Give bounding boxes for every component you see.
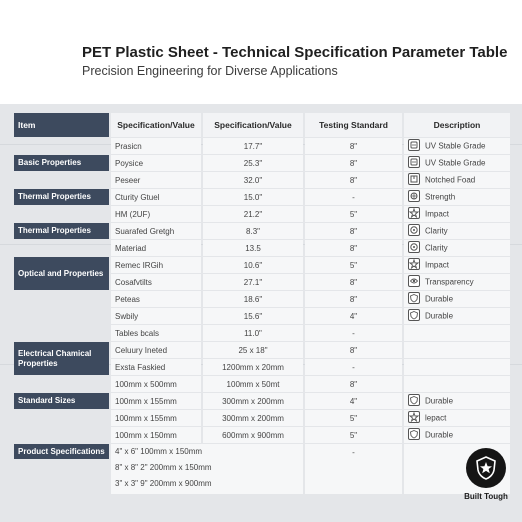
column-header: Specification/Value (203, 113, 303, 137)
description-cell (404, 359, 510, 375)
category-label: Basic Properties (14, 155, 109, 171)
value-cell: 21.2" (203, 206, 303, 222)
table-row (14, 410, 510, 426)
value-cell: 15.0" (203, 189, 303, 205)
built-tough-badge (458, 448, 514, 501)
spec-table (12, 112, 512, 495)
table-row (14, 427, 510, 443)
description-text: Clarity (425, 226, 448, 236)
product-line: 4" x 6" 100mm x 150mm (115, 447, 203, 456)
standard-cell: - (305, 359, 402, 375)
category-label: Optical and Properties (14, 257, 109, 290)
category-cell (14, 189, 109, 205)
value-cell: 15.6" (203, 308, 303, 324)
description-cell (404, 427, 510, 443)
table-row (14, 223, 510, 239)
category-label: Electrical Chamical Properties (14, 342, 109, 375)
value-cell: 300mm x 200mm (203, 393, 303, 409)
built-tough-label: Built Tough (464, 492, 508, 501)
table-row (14, 172, 510, 188)
description-cell (404, 376, 510, 392)
table-row (14, 189, 510, 205)
table-row (14, 291, 510, 307)
table-row (14, 393, 510, 409)
standard-cell: 8" (305, 172, 402, 188)
category-label: Product Specifications (14, 444, 109, 459)
durable-icon (408, 292, 420, 304)
spec-cell: Peteas (111, 291, 201, 307)
description-cell (404, 308, 510, 324)
description-text: Strength (425, 192, 456, 202)
description-cell (404, 410, 510, 426)
description-text: Transparency (425, 277, 474, 287)
strength-icon (408, 190, 420, 202)
column-header: Testing Standard (305, 113, 402, 137)
standard-cell: - (305, 444, 402, 494)
spec-cell: Suarafed Gretgh (111, 223, 201, 239)
description-cell (404, 393, 510, 409)
description-text: Durable (425, 294, 454, 304)
table-row (14, 138, 510, 154)
value-cell: 27.1" (203, 274, 303, 290)
empty-category-cell (14, 138, 109, 154)
durable-icon (408, 309, 420, 321)
standard-cell: - (305, 189, 402, 205)
page-subtitle: Precision Engineering for Diverse Applications (82, 64, 338, 78)
spec-cell: Cturity Gtuel (111, 189, 201, 205)
description-cell (404, 206, 510, 222)
empty-category-cell (14, 325, 109, 341)
value-cell: 100mm x 50mt (203, 376, 303, 392)
spec-cell: 100mm x 500mm (111, 376, 201, 392)
empty-category-cell (14, 240, 109, 256)
description-cell (404, 325, 510, 341)
description-text: Impact (425, 209, 450, 219)
category-cell (14, 444, 109, 494)
spec-cell: 100mm x 155mm (111, 393, 201, 409)
spec-cell: Prasicn (111, 138, 201, 154)
table-row (14, 308, 510, 324)
spec-cell: Celuury Ineted (111, 342, 201, 358)
standard-cell: 5" (305, 206, 402, 222)
empty-category-cell (14, 291, 109, 307)
description-cell (404, 138, 510, 154)
column-header: Specification/Value (111, 113, 201, 137)
clarity-icon (408, 241, 420, 253)
page-title: PET Plastic Sheet - Technical Specification Parameter Table (82, 44, 508, 61)
standard-cell: 8" (305, 291, 402, 307)
empty-category-cell (14, 410, 109, 426)
description-cell (404, 223, 510, 239)
spec-cell: 100mm x 150mm (111, 427, 201, 443)
description-cell (404, 291, 510, 307)
value-cell: 25 x 18" (203, 342, 303, 358)
spec-cell: HM (2UF) (111, 206, 201, 222)
uv-icon (408, 139, 420, 151)
value-cell: 32.0" (203, 172, 303, 188)
description-text: Durable (425, 396, 454, 406)
uv-icon (408, 156, 420, 168)
description-cell (404, 172, 510, 188)
spec-cell: Poysice (111, 155, 201, 171)
category-label: Standard Sizes (14, 393, 109, 409)
spec-cell: Cosafvtilts (111, 274, 201, 290)
standard-cell: 5" (305, 257, 402, 273)
table-row (14, 206, 510, 222)
product-spec-row (14, 444, 510, 494)
value-cell: 25.3" (203, 155, 303, 171)
empty-category-cell (14, 427, 109, 443)
standard-cell: 5" (305, 427, 402, 443)
value-cell: 8.3" (203, 223, 303, 239)
description-cell (404, 274, 510, 290)
category-cell (14, 155, 109, 171)
empty-category-cell (14, 206, 109, 222)
category-label: Thermal Properties (14, 189, 109, 205)
standard-cell: - (305, 325, 402, 341)
product-line: 8" x 8" 2" 200mm x 150mm (115, 463, 212, 472)
description-cell (404, 342, 510, 358)
impact-icon (408, 207, 420, 219)
transparency-icon (408, 275, 420, 287)
product-line: 3" x 3" 9" 200mm x 900mm (115, 479, 212, 488)
table-row (14, 240, 510, 256)
table-row (14, 257, 510, 273)
category-cell (14, 393, 109, 409)
description-text: Notched Foad (425, 175, 476, 185)
description-text: UV Stable Grade (425, 141, 486, 151)
empty-category-cell (14, 376, 109, 392)
spec-cell: Exsta Faskied (111, 359, 201, 375)
value-cell: 18.6" (203, 291, 303, 307)
durable-icon (408, 428, 420, 440)
value-cell: 13.5 (203, 240, 303, 256)
impact-icon (408, 411, 420, 423)
spec-cell: 100mm x 155mm (111, 410, 201, 426)
empty-category-cell (14, 172, 109, 188)
description-cell (404, 240, 510, 256)
category-cell (14, 223, 109, 239)
impact-icon (408, 258, 420, 270)
durable-icon (408, 394, 420, 406)
product-lines (111, 444, 303, 494)
spec-cell: Remec IRGih (111, 257, 201, 273)
empty-category-cell (14, 308, 109, 324)
clarity-icon (408, 224, 420, 236)
standard-cell: 8" (305, 376, 402, 392)
category-cell (14, 257, 109, 290)
value-cell: 10.6" (203, 257, 303, 273)
table-header-row (14, 113, 510, 137)
value-cell: 600mm x 900mm (203, 427, 303, 443)
description-cell (404, 155, 510, 171)
table-row (14, 342, 510, 358)
spec-cell: Peseer (111, 172, 201, 188)
value-cell: 11.0" (203, 325, 303, 341)
spec-cell: Materiad (111, 240, 201, 256)
spec-cell: Swbily (111, 308, 201, 324)
description-text: Durable (425, 430, 454, 440)
table-row (14, 376, 510, 392)
table-row (14, 155, 510, 171)
standard-cell: 5" (305, 410, 402, 426)
notch-icon (408, 173, 420, 185)
category-label: Thermal Properties (14, 223, 109, 239)
standard-cell: 4" (305, 393, 402, 409)
description-text: Durable (425, 311, 454, 321)
description-text: Impact (425, 260, 450, 270)
standard-cell: 8" (305, 342, 402, 358)
column-header: Description (404, 113, 510, 137)
standard-cell: 8" (305, 223, 402, 239)
table-row (14, 325, 510, 341)
description-text: UV Stable Grade (425, 158, 486, 168)
value-cell: 17.7" (203, 138, 303, 154)
value-cell: 300mm x 200mm (203, 410, 303, 426)
standard-cell: 8" (305, 274, 402, 290)
standard-cell: 8" (305, 155, 402, 171)
description-text: lepact (425, 413, 447, 423)
description-text: Clarity (425, 243, 448, 253)
header (0, 0, 522, 104)
description-cell (404, 257, 510, 273)
standard-cell: 8" (305, 240, 402, 256)
description-cell (404, 189, 510, 205)
column-header: Item (14, 113, 109, 137)
standard-cell: 4" (305, 308, 402, 324)
spec-cell: Tables bcals (111, 325, 201, 341)
standard-cell: 8" (305, 138, 402, 154)
shield-star-icon (466, 448, 506, 488)
category-cell (14, 342, 109, 375)
value-cell: 1200mm x 20mm (203, 359, 303, 375)
